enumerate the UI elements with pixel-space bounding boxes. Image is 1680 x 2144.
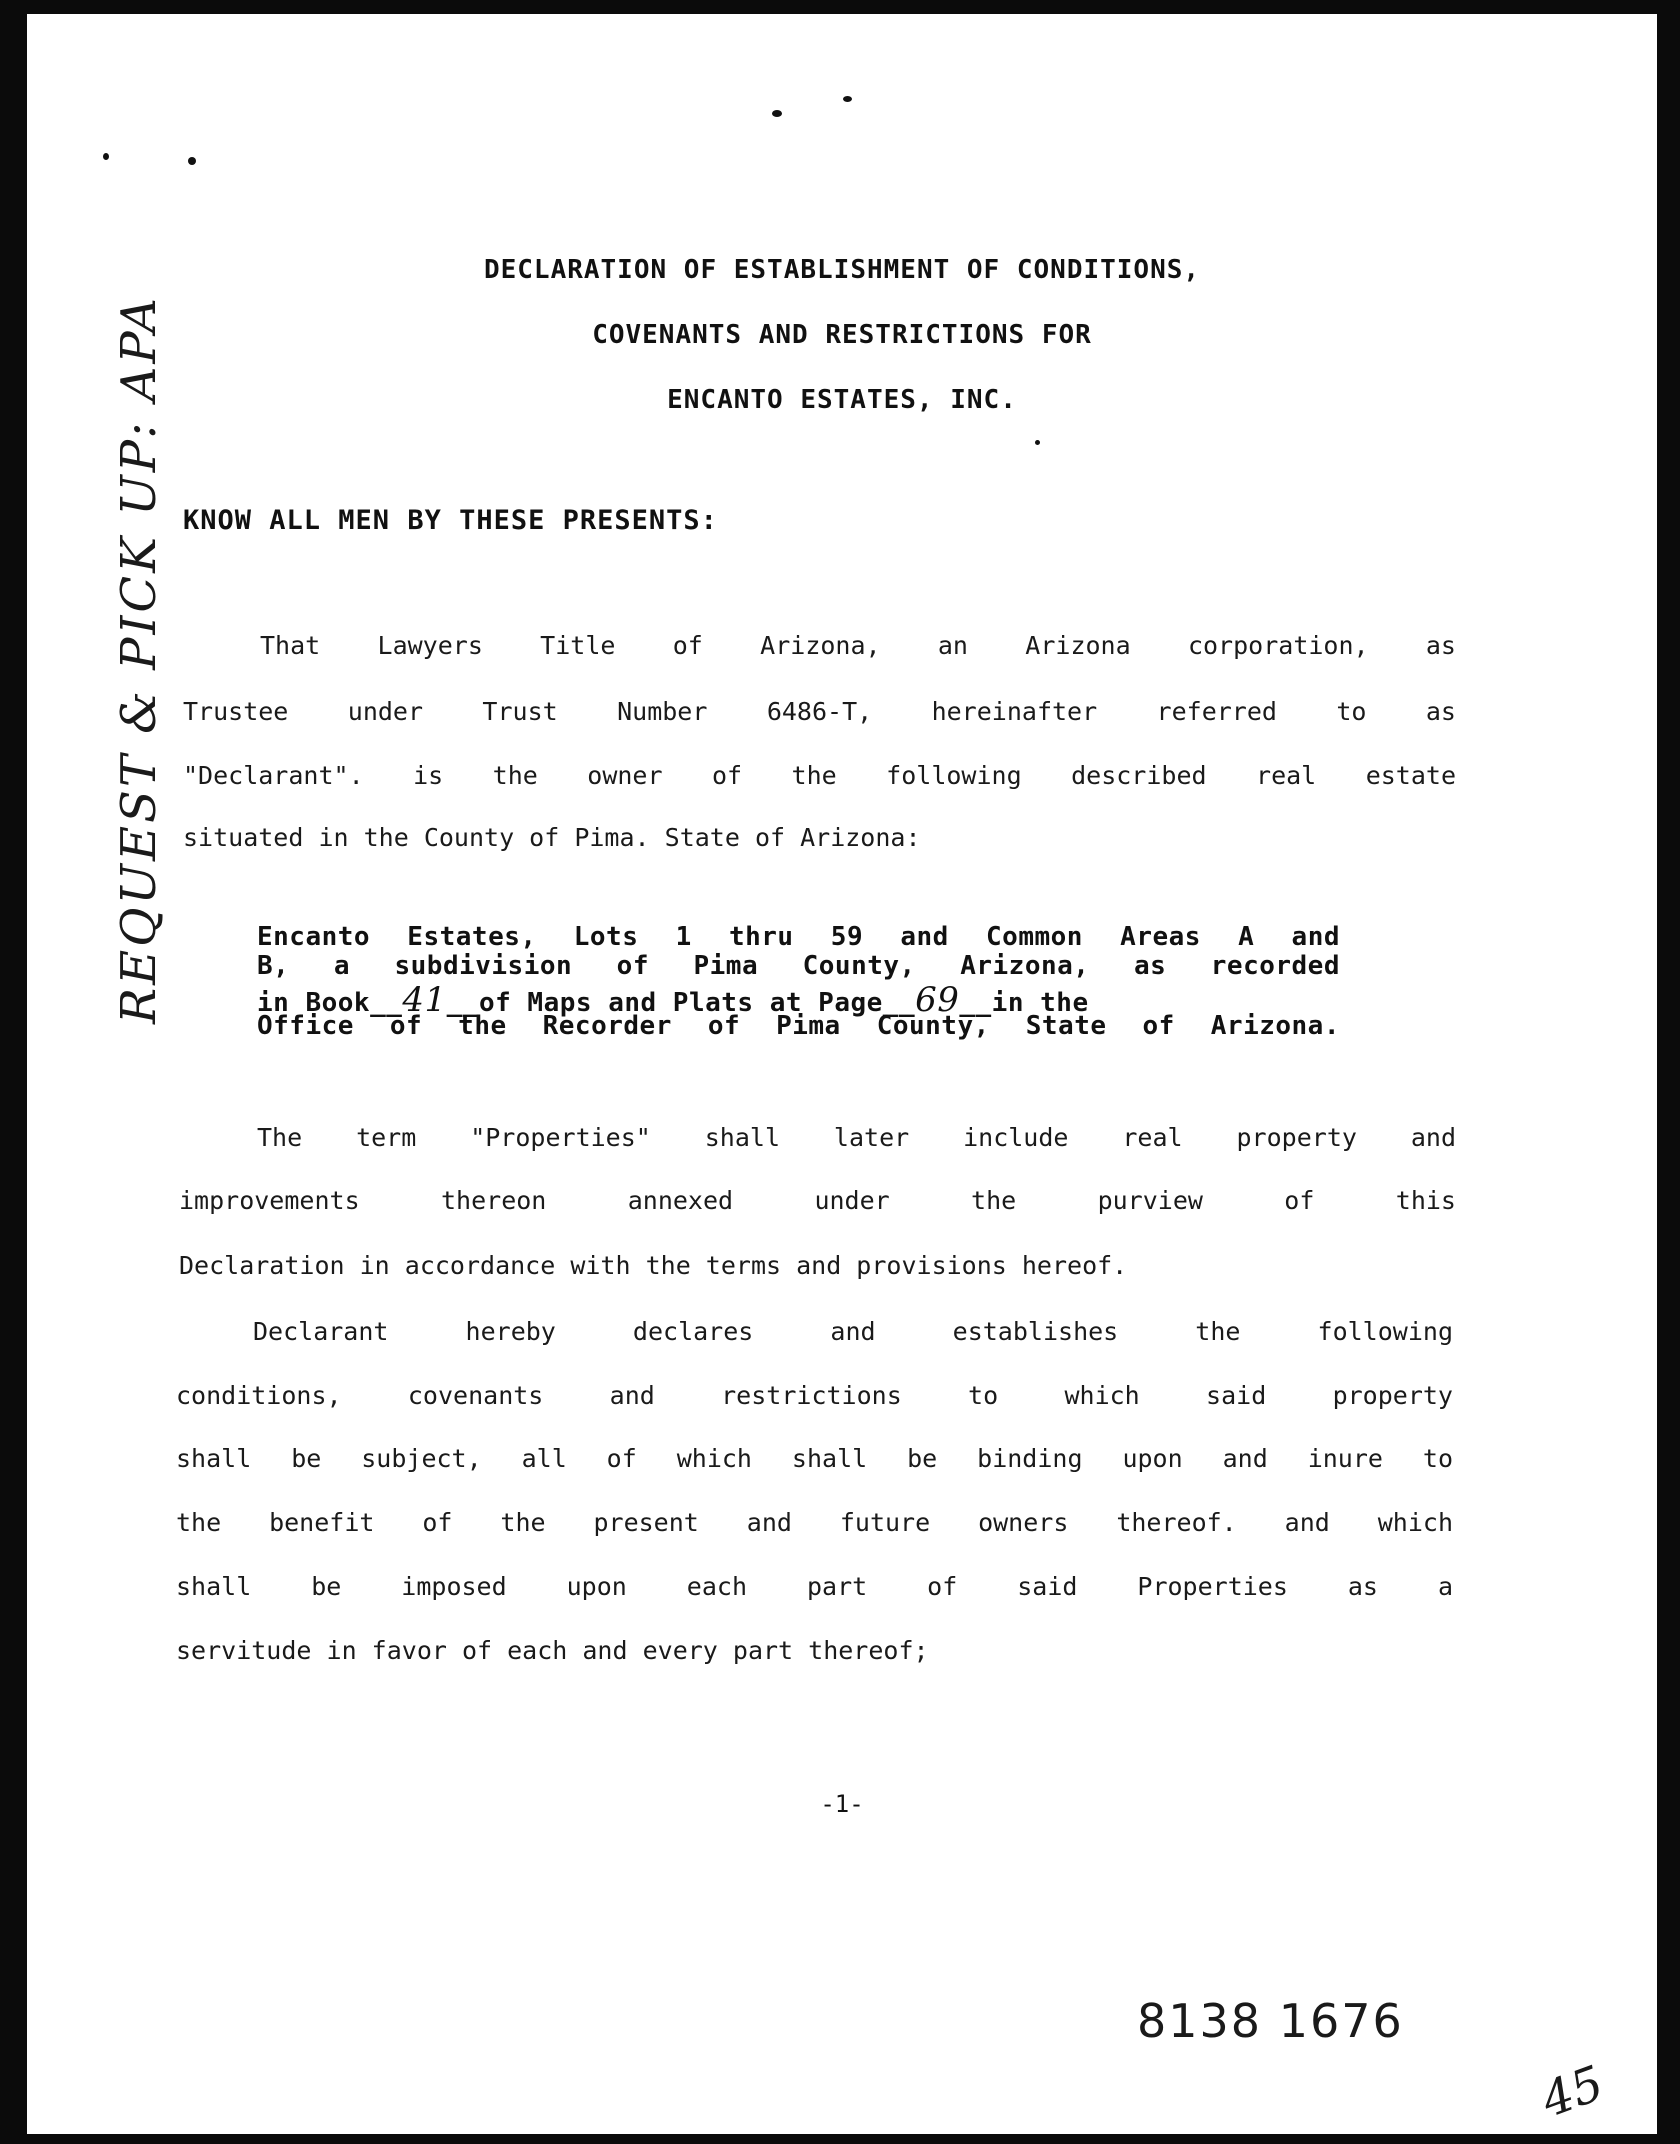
scan-speck	[103, 153, 109, 160]
heading-know-all-men: KNOW ALL MEN BY THESE PRESENTS:	[183, 505, 718, 536]
paragraph2-line: improvements thereon annexed under the purview of this	[179, 1186, 1456, 1215]
paragraph3-line: servitude in favor of each and every part thereof;	[176, 1636, 929, 1665]
paragraph2-line: The term "Properties" shall later include real property and	[257, 1123, 1456, 1152]
paragraph1-line: That Lawyers Title of Arizona, an Arizona corporation, as	[260, 631, 1456, 660]
legal-description-line-4: Office of the Recorder of Pima County, State of Arizona.	[257, 1011, 1340, 1041]
recording-document-number: 8138 1676	[1137, 1994, 1404, 2048]
legal-page-prefix: __of Maps and Plats at Page__	[446, 988, 916, 1018]
document-page	[27, 14, 1657, 2134]
paragraph3-line: Declarant hereby declares and establishes the following	[253, 1317, 1453, 1346]
paragraph3-line: shall be imposed upon each part of said Properties as a	[176, 1572, 1453, 1601]
handwritten-page-number: 69	[915, 980, 960, 1020]
legal-description-line-2: B, a subdivision of Pima County, Arizona, as recorded	[257, 951, 1340, 981]
handwritten-margin-note: REQUEST & PICK UP: APA	[111, 295, 167, 1024]
document-title-line-2: COVENANTS AND RESTRICTIONS FOR	[592, 320, 1092, 350]
paragraph1-line: "Declarant". is the owner of the following described real estate	[183, 761, 1456, 790]
page-number: -1-	[820, 1790, 864, 1818]
paragraph1-line: situated in the County of Pima. State of Arizona:	[183, 823, 921, 852]
document-title-line-3: ENCANTO ESTATES, INC.	[667, 385, 1017, 415]
scan-speck	[1035, 440, 1040, 445]
legal-book-prefix: in Book__	[257, 988, 403, 1018]
legal-description-line-1: Encanto Estates, Lots 1 thru 59 and Common Areas A and	[257, 922, 1340, 952]
paragraph1-line: Trustee under Trust Number 6486-T, hereinafter referred to as	[183, 697, 1456, 726]
scan-speck	[188, 157, 196, 165]
scan-speck	[772, 110, 782, 117]
paragraph3-line: conditions, covenants and restrictions to which said property	[176, 1381, 1453, 1410]
legal-line3-suffix: __in the	[959, 988, 1089, 1018]
document-title-line-1: DECLARATION OF ESTABLISHMENT OF CONDITIONS,	[483, 255, 1201, 285]
paragraph3-line: shall be subject, all of which shall be binding upon and inure to	[176, 1444, 1453, 1473]
scan-speck	[843, 96, 852, 102]
paragraph3-line: the benefit of the present and future owners thereof. and which	[176, 1508, 1453, 1537]
paragraph2-line: Declaration in accordance with the terms and provisions hereof.	[179, 1251, 1128, 1280]
handwritten-book-number: 41	[402, 980, 447, 1020]
handwritten-corner-mark: 45	[1534, 2055, 1611, 2129]
